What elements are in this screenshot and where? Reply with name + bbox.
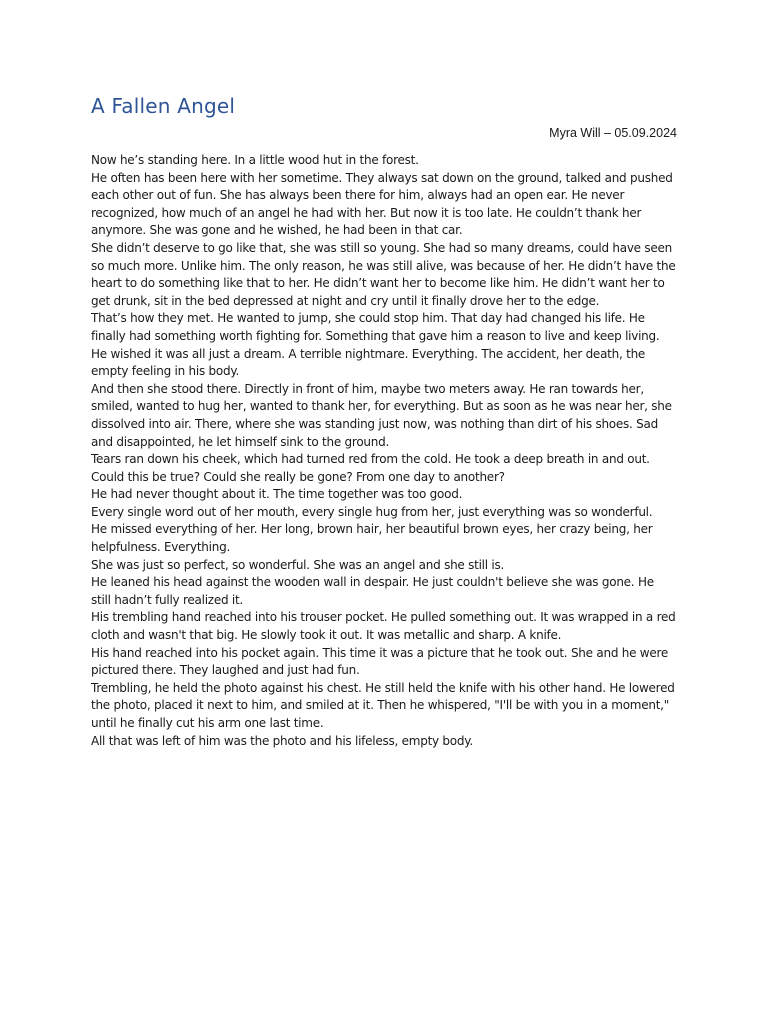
paragraph: All that was left of him was the photo and his lifeless, empty body. [91, 733, 473, 748]
paragraph: And then she stood there. Directly in front of him, maybe two meters away. He ran towards her, smiled, wanted to hug her, wanted to thank her, for everything. But as soon as he was near her, she dissolved into air. There, where she was standing just now, was nothing than dirt of his shoes. Sad and disappointed, he let himself sink to the ground. [91, 381, 672, 449]
document-title: A Fallen Angel [91, 94, 236, 118]
paragraph: She was just so perfect, so wonderful. She was an angel and she still is. [91, 557, 505, 572]
paragraph: He leaned his head against the wooden wall in despair. He just couldn't believe she was gone. He still hadn’t fully realized it. [91, 575, 654, 607]
paragraph: Every single word out of her mouth, every single hug from her, just everything was so wonderful. [91, 504, 653, 519]
paragraph: She didn’t deserve to go like that, she was still so young. She had so many dreams, could have seen so much more. Unlike him. The only reason, he was still alive, was because of her. He didn’t have the heart to do something like that to her. He didn’t want her to become like him. He didn’t want her to get drunk, sit in the bed depressed at night and cry until it finally drove her to the edge. [91, 240, 676, 308]
paragraph: Now he’s standing here. In a little wood hut in the forest. [91, 153, 419, 167]
story-body [91, 152, 677, 750]
paragraph: That’s how they met. He wanted to jump, she could stop him. That day had changed his life. He finally had something worth fighting for. Something that gave him a reason to live and keep living. [91, 311, 660, 343]
paragraph: He had never thought about it. The time together was too good. [91, 487, 463, 502]
paragraph: He wished it was all just a dream. A terrible nightmare. Everything. The accident, her death, the empty feeling in his body. [91, 346, 646, 379]
paragraph: Tears ran down his cheek, which had turned red from the cold. He took a deep breath in and out. Could this be true? Could she really be gone? From one day to another? [91, 452, 650, 484]
paragraph: His hand reached into his pocket again. This time it was a picture that he took out. She and he were pictured there. They laughed and just had fun. [91, 645, 669, 678]
paragraph: He often has been here with her sometime. They always sat down on the ground, talked and pushed each other out of fun. She has always been there for him, always had an open ear. He never recognized, how much of an angel he had with her. But now it is too late. He couldn’t thank her anymore. She was gone and he wished, he had been in that car. [91, 170, 673, 238]
paragraph: Trembling, he held the photo against his chest. He still held the knife with his other hand. He lowered the photo, placed it next to him, and smiled at it. Then he whispered, "I'll be with you in a moment," until he finally cut his arm one last time. [91, 680, 675, 730]
paragraph: His trembling hand reached into his trouser pocket. He pulled something out. It was wrapped in a red cloth and wasn't that big. He slowly took it out. It was metallic and sharp. A knife. [91, 610, 676, 643]
paragraph: He missed everything of her. Her long, brown hair, her beautiful brown eyes, her crazy being, her helpfulness. Everything. [91, 522, 653, 555]
document-page [91, 93, 677, 750]
author-date-line: Myra Will – 05.09.2024 [549, 126, 677, 140]
